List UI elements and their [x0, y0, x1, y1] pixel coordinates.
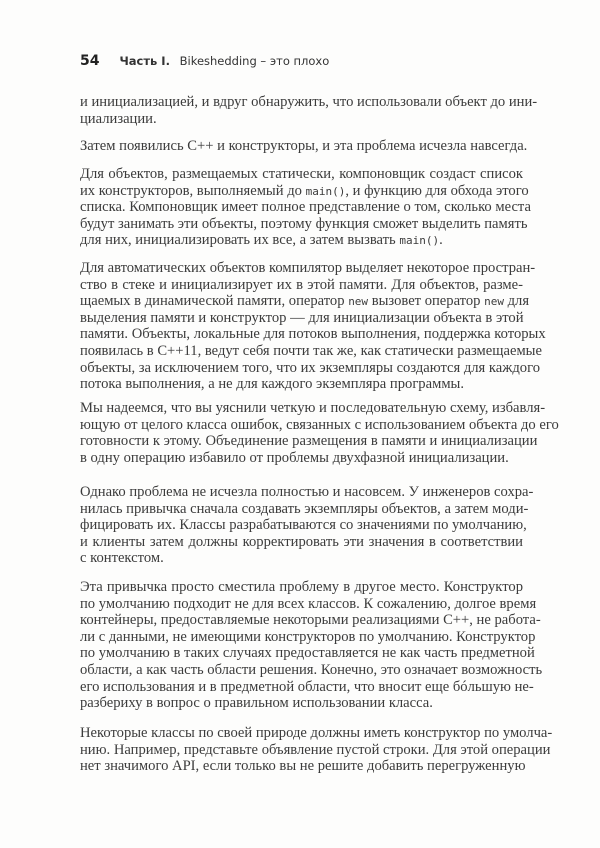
text-segment: объекты, за исключением того, что их экземпляры создаются для каждого: [80, 359, 540, 376]
text-line: [80, 166, 523, 183]
text-line: [80, 111, 523, 128]
text-line: [80, 400, 546, 417]
text-segment: его использования и в предметной области, что вносит еще бóльшую не-: [80, 678, 534, 695]
text-segment: Для объектов, размещаемых статически, компоновщик создаст список: [80, 166, 523, 182]
text-segment: , и функцию для обхода этого: [345, 182, 529, 199]
running-header: [80, 53, 329, 69]
text-line: [80, 277, 523, 294]
text-segment: потока выполнения, а не для каждого экземпляра программы.: [80, 376, 465, 393]
text-line: [80, 628, 536, 646]
text-segment: Однако проблема не исчезла полностью и насовсем. У инженеров сохра-: [80, 484, 534, 500]
text-line: [80, 695, 523, 712]
text-line: [80, 260, 536, 277]
text-line: [80, 215, 528, 233]
text-line: [80, 758, 526, 775]
text-segment: их конструкторов, выполняемый до: [80, 182, 306, 199]
text-line: [80, 579, 523, 596]
paragraph: [80, 400, 559, 466]
paragraph: [80, 138, 528, 155]
text-segment: разбериху в вопрос о правильном использовании класса.: [80, 695, 433, 712]
text-line: [80, 678, 534, 696]
text-line: [80, 342, 542, 360]
text-line: [80, 416, 559, 434]
inline-code: new: [484, 295, 504, 309]
text-line: [80, 326, 546, 343]
text-segment: нет значимого API, если только вы не решите добавить перегруженную: [80, 758, 526, 775]
text-segment: ли с данными, не имеющими конструкторов по умолчанию. Конструктор: [80, 628, 536, 645]
text-line: [80, 517, 527, 534]
text-segment: циализации.: [80, 110, 157, 127]
text-line: [80, 645, 535, 662]
paragraph: [80, 166, 531, 249]
text-segment: памяти. Объекты, локальные для потоков выполнения, поддержка которых: [80, 326, 546, 343]
inline-code: new: [348, 295, 369, 309]
text-line: [80, 359, 540, 377]
text-segment: готовности к этому. Объединение размещения в памяти и инициализации: [80, 433, 538, 450]
text-segment: списка. Компоновщик имеет полное представление о том, сколько места: [80, 199, 531, 216]
text-line: [80, 550, 523, 567]
inline-code: main(): [399, 234, 440, 248]
text-line: [80, 661, 543, 679]
paragraph: [80, 260, 546, 393]
text-segment: Затем появились C++ и конструкторы, и эта проблема исчезла навсегда.: [80, 138, 528, 154]
text-segment: будут занимать эти объекты, поэтому функция сможет выделить память: [80, 215, 528, 232]
text-segment: для них, инициализировать их все, а затем вызвать: [80, 232, 400, 249]
text-line: [80, 450, 523, 467]
text-segment: и инициализацией, и вдруг обнаружить, что использовали объект до ини-: [80, 94, 538, 110]
paragraph: [80, 484, 534, 567]
page-number: 54: [80, 53, 100, 69]
text-line: [80, 500, 529, 518]
text-line: [80, 293, 530, 310]
text-segment: по умолчанию подходит не для всех классов. К сожалению, долгое время: [80, 595, 537, 612]
text-segment: вызовет оператор: [368, 293, 485, 310]
text-line: [80, 484, 534, 501]
text-segment: Некоторые классы по своей природе должны иметь конструктор по умолча-: [80, 725, 553, 741]
text-segment: Для автоматических объектов компилятор выделяет некоторое простран-: [80, 260, 536, 276]
text-segment: появилась в C++11, ведут себя почти так же, как статически размещаемые: [80, 342, 542, 359]
text-segment: Эта привычка просто сместила проблему в другое место. Конструктор: [80, 579, 523, 595]
text-line: [80, 232, 523, 249]
text-line: [80, 534, 523, 551]
text-segment: щаемых в динамической памяти, оператор: [80, 293, 349, 310]
text-segment: по умолчанию в таких случаях предоставляется не как часть предметной: [80, 645, 535, 662]
text-segment: контейнеры, предоставляемые некоторыми реализациями C++, не работа-: [80, 612, 541, 629]
text-line: [80, 199, 531, 216]
text-line: [80, 182, 529, 200]
text-line: [80, 433, 538, 450]
paragraph: [80, 579, 543, 712]
chapter-title: Bikeshedding – это плохо: [179, 54, 330, 68]
text-segment: области, а как часть области решения. Конечно, это означает возможность: [80, 661, 543, 678]
text-segment: ство в стеке и инициализирует их в этой памяти. Для объектов, разме-: [80, 276, 523, 293]
text-segment: нилась привычка сначала создавать экземпляры объектов, а затем моди-: [80, 500, 529, 517]
text-line: [80, 725, 553, 742]
text-segment: и клиенты затем должны корректировать эти значения в соответствии: [80, 533, 523, 550]
text-line: [80, 138, 528, 155]
text-segment: нию. Например, представьте объявление пустой строки. Для этой операции: [80, 741, 551, 758]
text-segment: с контекстом.: [80, 550, 164, 567]
text-segment: в одну операцию избавило от проблемы двухфазной инициализации.: [80, 449, 509, 466]
text-line: [80, 612, 541, 629]
text-segment: .: [439, 232, 443, 249]
text-line: [80, 595, 537, 613]
text-segment: для: [503, 293, 530, 310]
paragraph: [80, 94, 538, 127]
text-segment: фицировать их. Классы разрабатываются со значениями по умолчанию,: [80, 517, 527, 534]
inline-code: main(): [305, 184, 346, 198]
part-label: Часть I.: [119, 54, 170, 68]
text-line: [80, 94, 538, 111]
text-segment: выделения памяти и конструктор — для инициализации объекта в этой: [80, 309, 524, 326]
text-segment: Мы надеемся, что вы уяснили четкую и последовательную схему, избавля-: [80, 400, 546, 416]
text-segment: ющую от целого класса ошибок, связанных с использованием объекта до его: [80, 416, 559, 433]
text-line: [80, 741, 551, 759]
paragraph: [80, 725, 553, 775]
text-line: [80, 310, 523, 327]
text-line: [80, 376, 523, 393]
